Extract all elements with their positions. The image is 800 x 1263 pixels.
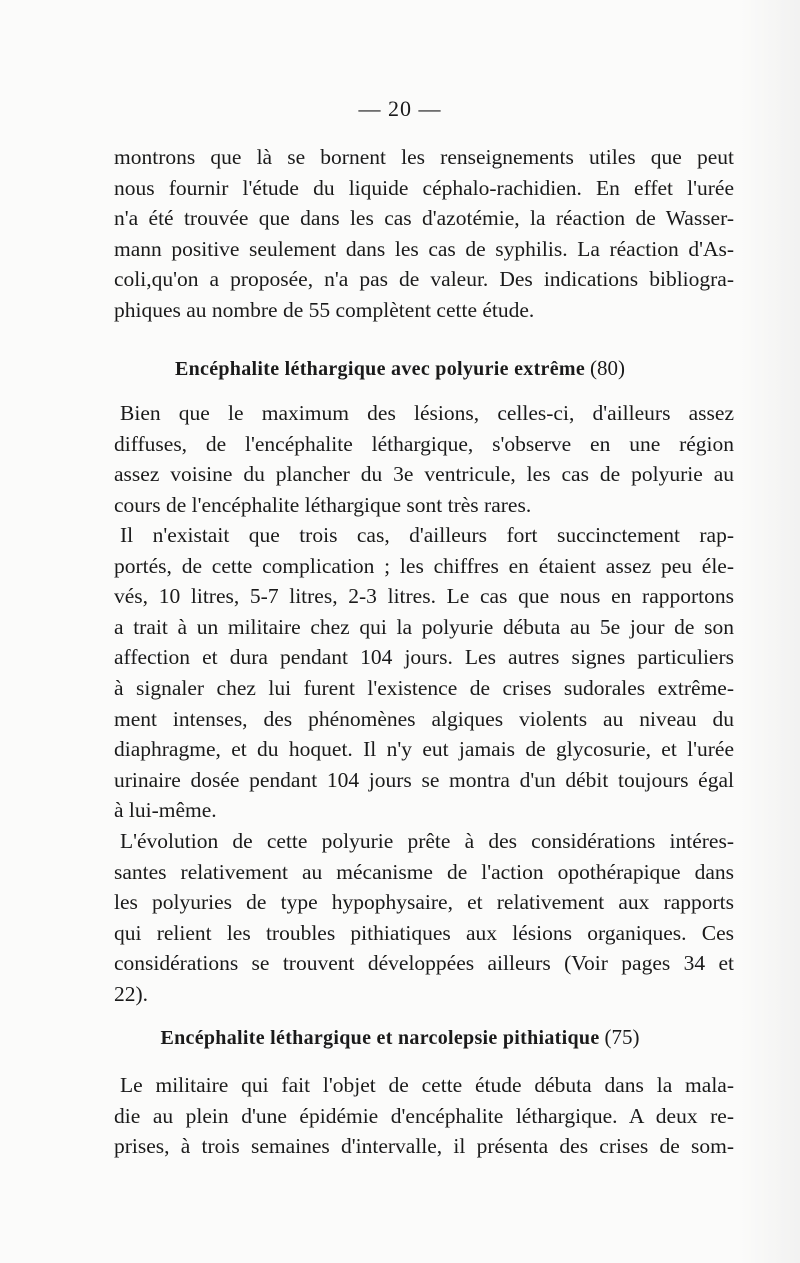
- paragraph-polyurie-1: [114, 398, 734, 520]
- text-line: diffuses, de l'encéphalite léthargique, s'observe en une région: [114, 431, 734, 456]
- text-line: à lui-même.: [114, 798, 217, 823]
- section-reference: (80): [590, 356, 626, 380]
- text-line: n'a été trouvée que dans les cas d'azotémie, la réaction de Wasser-: [114, 206, 734, 231]
- section-title: Encéphalite léthargique et narcolepsie pithiatique: [160, 1027, 600, 1049]
- text-line: Le militaire qui fait l'objet de cette étude débuta dans la mala-: [120, 1073, 734, 1097]
- text-line: nous fournir l'étude du liquide céphalo-rachidien. En effet l'urée: [114, 175, 734, 200]
- text-line: cours de l'encéphalite léthargique sont très rares.: [114, 492, 532, 517]
- text-line: diaphragme, et du hoquet. Il n'y eut jamais de glycosurie, et l'urée: [114, 737, 734, 762]
- text-line: coli,qu'on a proposée, n'a pas de valeur. Des indications bibliogra-: [114, 267, 734, 292]
- text-line: L'évolution de cette polyurie prête à des considérations intéres-: [120, 829, 734, 853]
- scan-edge-shadow: [740, 0, 800, 1263]
- paragraph-narcolepsie-1: [114, 1070, 734, 1162]
- text-line: montrons que là se bornent les renseignements utiles que peut: [114, 145, 734, 169]
- text-line: assez voisine du plancher du 3e ventricule, les cas de polyurie au: [114, 462, 734, 487]
- page-number: — 20 —: [358, 96, 442, 121]
- text-line: considérations se trouvent développées ailleurs (Voir pages 34 et: [114, 951, 734, 976]
- text-line: mann positive seulement dans les cas de syphilis. La réaction d'As-: [114, 236, 734, 261]
- text-line: Bien que le maximum des lésions, celles-ci, d'ailleurs assez: [120, 401, 734, 425]
- text-line: qui relient les troubles pithiatiques aux lésions organiques. Ces: [114, 920, 734, 945]
- text-line: Il n'existait que trois cas, d'ailleurs fort succinctement rap-: [120, 523, 734, 547]
- text-line: portés, de cette complication ; les chiffres en étaient assez peu éle-: [114, 553, 734, 578]
- text-line: urinaire dosée pendant 104 jours se montra d'un débit toujours égal: [114, 767, 734, 792]
- text-line: les polyuries de type hypophysaire, et relativement aux rapports: [114, 890, 734, 915]
- paragraph-intro: [114, 142, 734, 326]
- section-reference: (75): [604, 1025, 640, 1049]
- section-heading-polyurie: [0, 354, 800, 383]
- text-line: a trait à un militaire chez qui la polyurie débuta au 5e jour de son: [114, 614, 734, 639]
- text-line: à signaler chez lui furent l'existence de crises sudorales extrême-: [114, 675, 734, 700]
- text-line: santes relativement au mécanisme de l'action opothérapique dans: [114, 859, 734, 884]
- paragraph-polyurie-3: [114, 826, 734, 1010]
- text-line: 22).: [114, 981, 149, 1006]
- text-line: vés, 10 litres, 5-7 litres, 2-3 litres. Le cas que nous en rapportons: [114, 584, 734, 609]
- section-title: Encéphalite léthargique avec polyurie extrême: [174, 358, 586, 380]
- text-line: die au plein d'une épidémie d'encéphalite léthargique. A deux re-: [114, 1103, 734, 1128]
- paragraph-polyurie-2: [114, 520, 734, 826]
- text-line: prises, à trois semaines d'intervalle, il présenta des crises de som-: [114, 1134, 734, 1159]
- text-line: phiques au nombre de 55 complètent cette étude.: [114, 297, 535, 322]
- text-line: affection et dura pendant 104 jours. Les autres signes particuliers: [114, 645, 734, 670]
- text-line: ment intenses, des phénomènes algiques violents au niveau du: [114, 706, 734, 731]
- section-heading-narcolepsie: [0, 1023, 800, 1052]
